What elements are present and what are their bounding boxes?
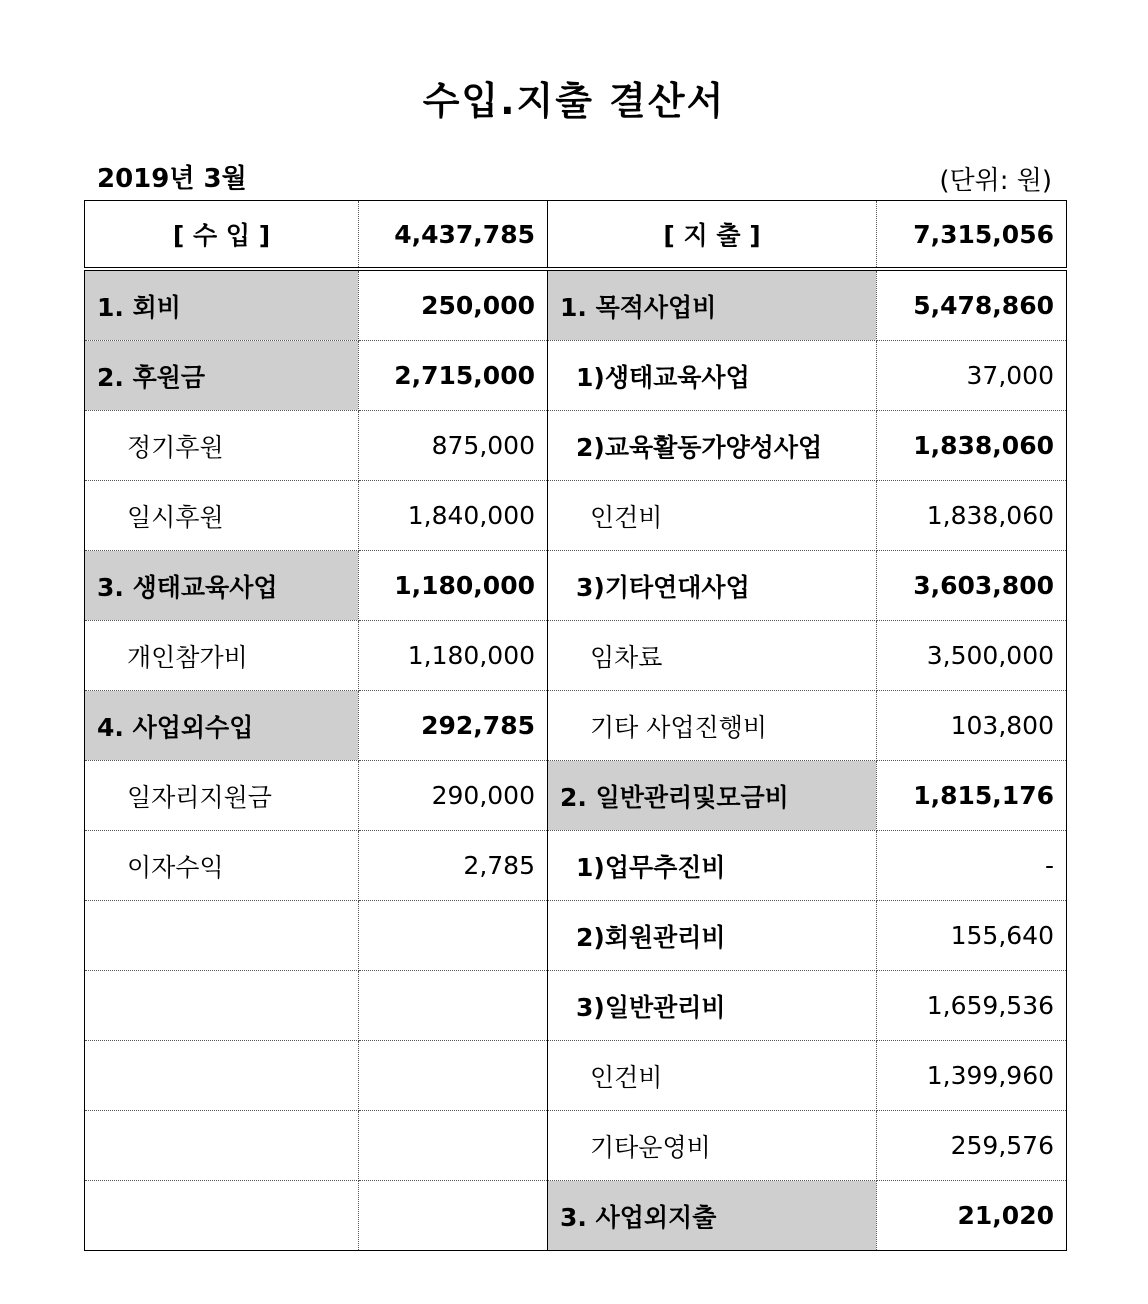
expense-item-value: 5,478,860	[877, 269, 1067, 341]
expense-item-label: 기타운영비	[548, 1111, 877, 1181]
income-item-value	[359, 1181, 548, 1251]
expense-item-value: 3,603,800	[877, 551, 1067, 621]
expense-item-value: 1,838,060	[877, 411, 1067, 481]
table-row	[85, 341, 1067, 411]
income-item-value: 2,785	[359, 831, 548, 901]
expense-total: 7,315,056	[877, 201, 1067, 270]
income-item-label: 정기후원	[85, 411, 359, 481]
income-item-value	[359, 1111, 548, 1181]
expense-item-label: 2)교육활동가양성사업	[548, 411, 877, 481]
expense-item-value: 1,399,960	[877, 1041, 1067, 1111]
income-item-label: 2. 후원금	[85, 341, 359, 411]
table-row	[85, 269, 1067, 341]
expense-item-label: 3)일반관리비	[548, 971, 877, 1041]
settlement-table	[84, 200, 1067, 1251]
income-item-value: 875,000	[359, 411, 548, 481]
income-item-label: 일자리지원금	[85, 761, 359, 831]
table-row	[85, 761, 1067, 831]
income-item-label: 4. 사업외수입	[85, 691, 359, 761]
table-row	[85, 831, 1067, 901]
income-item-label	[85, 1041, 359, 1111]
income-item-value: 1,180,000	[359, 621, 548, 691]
income-item-value: 292,785	[359, 691, 548, 761]
expense-item-value: 3,500,000	[877, 621, 1067, 691]
report-period: 2019년 3월	[97, 164, 247, 194]
table-row	[85, 621, 1067, 691]
expense-item-label: 임차료	[548, 621, 877, 691]
income-item-value	[359, 1041, 548, 1111]
income-item-label: 이자수익	[85, 831, 359, 901]
expense-item-label: 3)기타연대사업	[548, 551, 877, 621]
expense-item-value: 21,020	[877, 1181, 1067, 1251]
table-row	[85, 1181, 1067, 1251]
income-item-value	[359, 971, 548, 1041]
table-row	[85, 971, 1067, 1041]
expense-item-label: 인건비	[548, 481, 877, 551]
income-item-label	[85, 901, 359, 971]
expense-item-label: 기타 사업진행비	[548, 691, 877, 761]
expense-item-label: 1)업무추진비	[548, 831, 877, 901]
income-item-label	[85, 1111, 359, 1181]
income-item-label: 일시후원	[85, 481, 359, 551]
income-header: [ 수 입 ]	[85, 201, 359, 270]
table-row	[85, 481, 1067, 551]
income-total: 4,437,785	[359, 201, 548, 270]
table-header-row	[85, 201, 1067, 270]
unit-label: (단위: 원)	[939, 166, 1052, 196]
expense-item-label: 1)생태교육사업	[548, 341, 877, 411]
expense-item-label: 인건비	[548, 1041, 877, 1111]
income-item-label	[85, 1181, 359, 1251]
table-row	[85, 1041, 1067, 1111]
expense-item-value: 1,838,060	[877, 481, 1067, 551]
income-item-label: 3. 생태교육사업	[85, 551, 359, 621]
income-item-value	[359, 901, 548, 971]
table-row	[85, 691, 1067, 761]
income-item-label	[85, 971, 359, 1041]
page-title: 수입.지출 결산서	[422, 79, 726, 123]
expense-item-label: 3. 사업외지출	[548, 1181, 877, 1251]
income-item-value: 1,180,000	[359, 551, 548, 621]
income-item-value: 290,000	[359, 761, 548, 831]
income-item-value: 2,715,000	[359, 341, 548, 411]
expense-item-value: 37,000	[877, 341, 1067, 411]
table-row	[85, 411, 1067, 481]
expense-item-label: 1. 목적사업비	[548, 269, 877, 341]
expense-item-label: 2)회원관리비	[548, 901, 877, 971]
expense-item-value: 155,640	[877, 901, 1067, 971]
expense-item-value: 259,576	[877, 1111, 1067, 1181]
expense-item-value: -	[877, 831, 1067, 901]
table-row	[85, 551, 1067, 621]
expense-item-value: 103,800	[877, 691, 1067, 761]
table-row	[85, 901, 1067, 971]
income-item-value: 1,840,000	[359, 481, 548, 551]
expense-item-value: 1,659,536	[877, 971, 1067, 1041]
income-item-label: 개인참가비	[85, 621, 359, 691]
income-item-value: 250,000	[359, 269, 548, 341]
table-row	[85, 1111, 1067, 1181]
income-item-label: 1. 회비	[85, 269, 359, 341]
expense-item-label: 2. 일반관리및모금비	[548, 761, 877, 831]
expense-item-value: 1,815,176	[877, 761, 1067, 831]
expense-header: [ 지 출 ]	[548, 201, 877, 270]
